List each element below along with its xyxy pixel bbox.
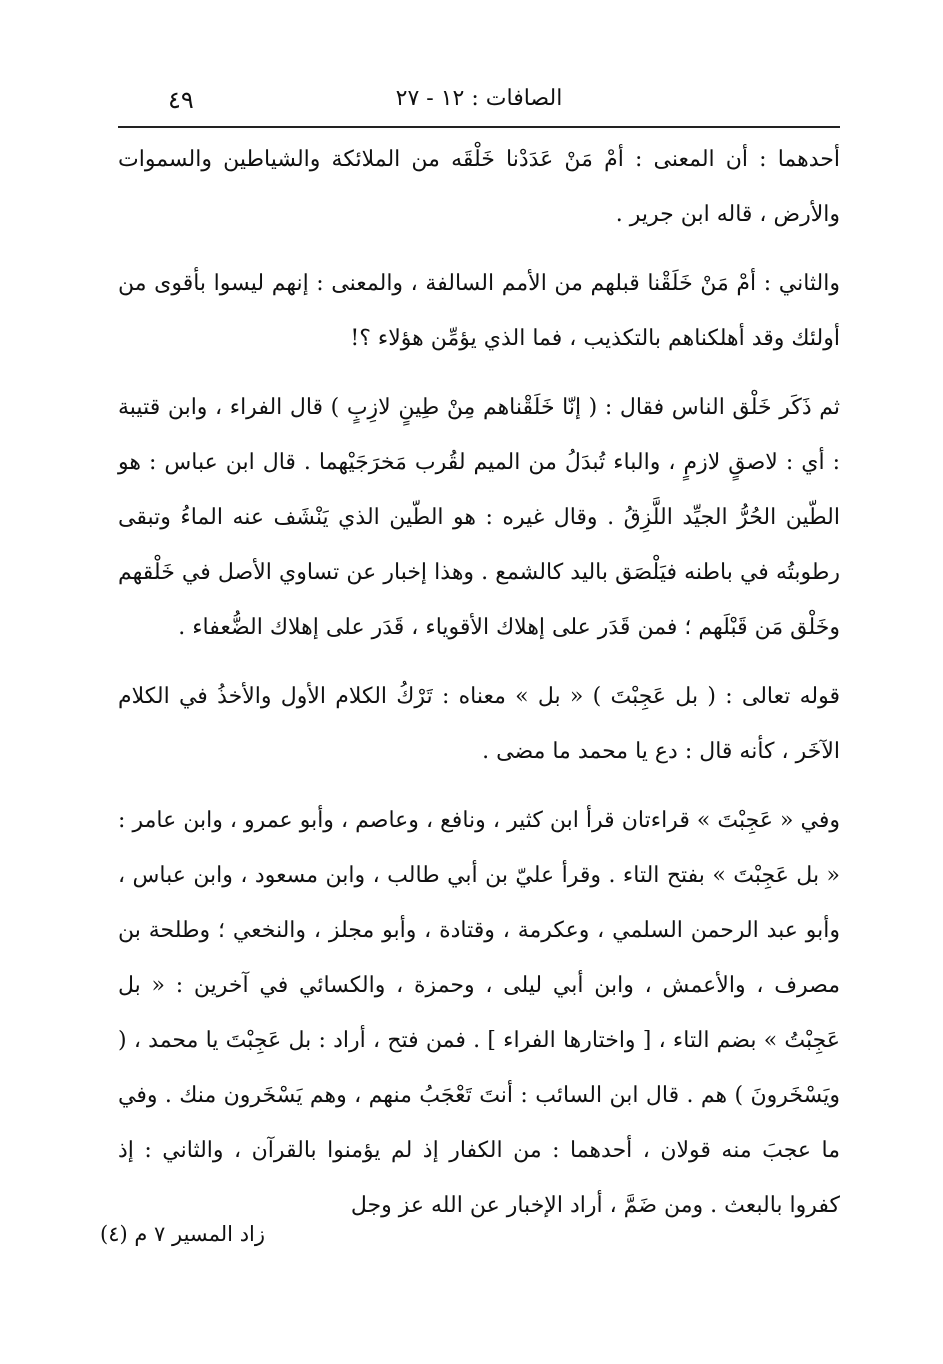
page-number: ٤٩ — [168, 86, 194, 114]
paragraph: أحدهما : أن المعنى : أمْ مَنْ عَدَدْنا خَلْقَه من الملائكة والشياطين والسموات والأرض ، قاله ابن جرير . — [118, 147, 840, 227]
header-rule — [118, 126, 840, 128]
paragraph: والثاني : أمْ مَنْ خَلَقْنا قبلهم من الأمم السالفة ، والمعنى : إنهم ليسوا بأقوى من أولئك وقد أهلكناهم بالتكذيب ، فما الذي يؤمِّن هؤلاء ؟! — [118, 271, 840, 351]
paragraph: قوله تعالى : ( بل عَجِبْتَ ) « بل » معناه : تَرْكُ الكلام الأول والأخذُ في الكلام الآخَر ، كأنه قال : دع يا محمد ما مضى . — [118, 684, 840, 764]
paragraph: ثم ذَكَر خَلْق الناس فقال : ( إنّا خَلَقْناهم مِنْ طِينٍ لازِبٍ ) قال الفراء ، وابن قتيبة : أي : لاصقٍ لازمٍ ، والباء تُبدَلُ من الميم لقُرب مَخرَجَيْهما . قال ابن عباس : هو الطّين الحُرُّ الجيِّد اللَّزِقُ . وقال غيره : هو الطّين الذي يَنْشَف عنه الماءُ وتبقى رطوبتُه في باطنه فيَلْصَق باليد كالشمع . وهذا إخبار عن تساوي الأصل في خَلْقهم وخَلْق مَن قَبْلَهم ؛ فمن قَدَر على إهلاك الأقوياء ، قَدَر على إهلاك الضُّعفاء . — [118, 395, 841, 640]
signature-mark: زاد المسير ٧ م (٤) — [100, 1222, 266, 1246]
paragraph: وفي « عَجِبْتَ » قراءتان قرأ ابن كثير ، ونافع ، وعاصم ، وأبو عمرو ، وابن عامر : « بل عَجِبْتَ » بفتح التاء . وقرأ عليّ بن أبي طالب ، وابن مسعود ، وابن عباس ، وأبو عبد الرحمن السلمي ، وعكرمة ، وقتادة ، وأبو مجلز ، والنخعي ؛ وطلحة بن مصرف ، والأعمش ، وابن أبي ليلى ، وحمزة ، والكسائي في آخرين : « بل عَجِبْتُ » بضم التاء ، [ واختارها الفراء ] . فمن فتح ، أراد : بل عَجِبْتَ يا محمد ، ( ويَسْخَرونَ ) هم . قال ابن السائب : أنتَ تَعْجَبُ منهم ، وهم يَسْخَرون منك . وفي ما عجبَ منه قولان ، أحدهما : من الكفار إذ لم يؤمنوا بالقرآن ، والثاني : إذ كفروا بالبعث . ومن ضَمَّ ، أراد الإخبار عن الله عز وجل — [118, 808, 840, 1218]
page-header — [118, 80, 840, 120]
running-title: الصافات : ١٢ - ٢٧ — [395, 86, 563, 111]
body-text — [118, 132, 840, 1247]
